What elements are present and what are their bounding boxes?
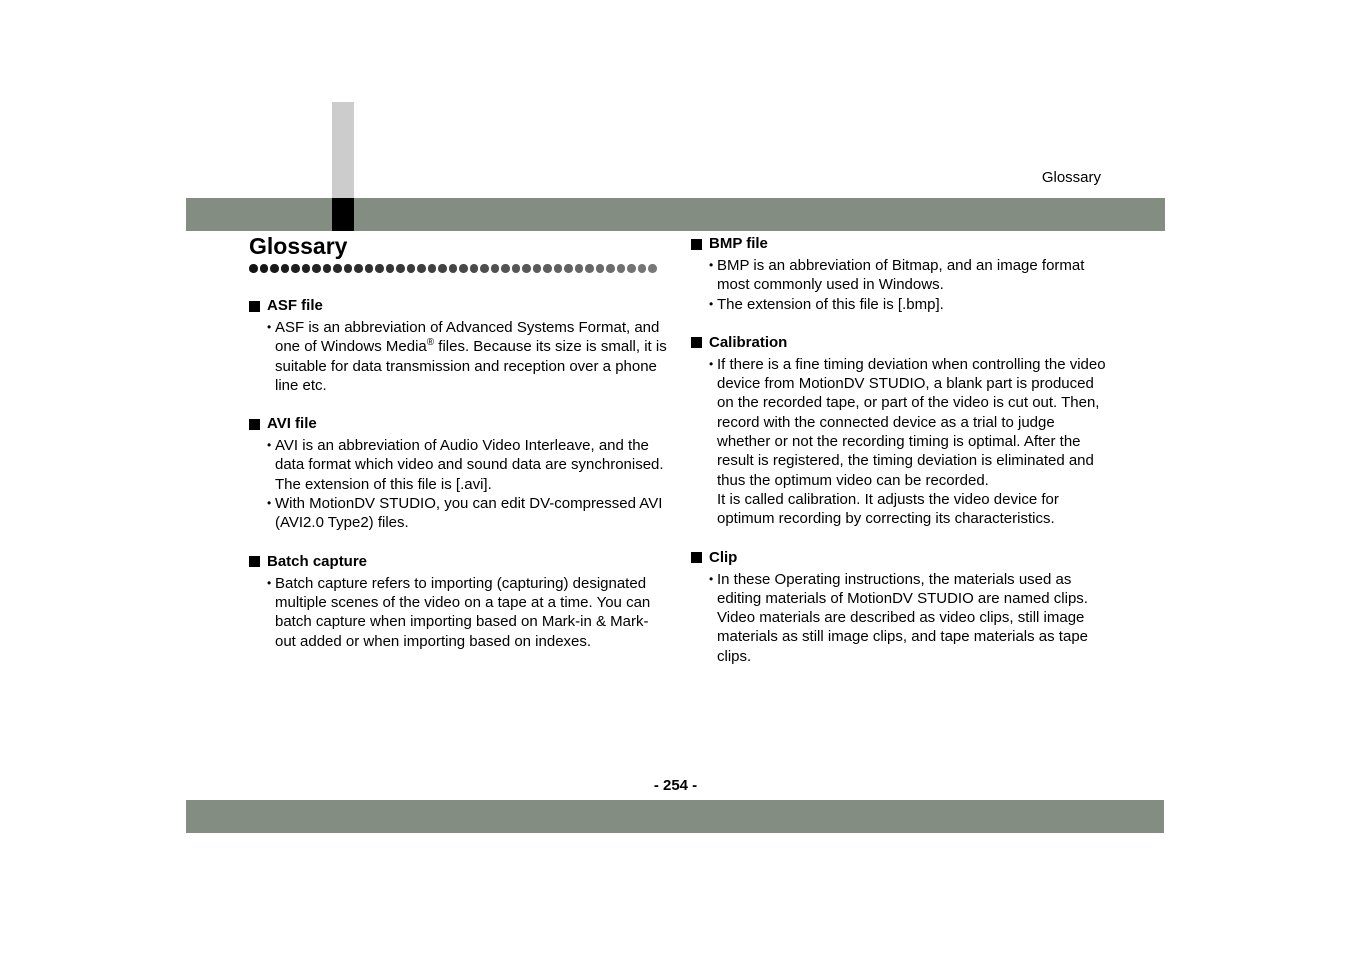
entry-bullet-list [709, 355, 1111, 529]
square-bullet-icon [249, 301, 260, 312]
dot-icon [386, 264, 395, 273]
bullet-text: Batch capture refers to importing (capturing) designated multiple scenes of the video on a tape at a time. You can batch capture when importing based on Mark-in & Mark-out added or when importing based on indexes. [275, 574, 651, 650]
dot-icon [270, 264, 279, 273]
square-bullet-icon [691, 239, 702, 250]
entry-heading [691, 548, 1111, 568]
dot-icon [438, 264, 447, 273]
dot-icon [417, 264, 426, 273]
bullet-text: If there is a fine timing deviation when controlling the video device from MotionDV STUDIO, a blank part is produced on the recorded tape, or part of the video is cut out. Then, record with the connected device as a trial to judge whether or not the recording timing is optimal. After the result is registered, the timing deviation is eliminated and thus the optimum video can be recorded. [717, 355, 1106, 489]
header-tab-marker [332, 102, 354, 198]
entry-bullet [267, 574, 669, 651]
dot-icon [333, 264, 342, 273]
bullet-text: With MotionDV STUDIO, you can edit DV-compressed AVI (AVI2.0 Type2) files. [275, 495, 663, 532]
entry-heading [691, 234, 1111, 254]
glossary-entry [691, 234, 1111, 314]
title-dot-rule [249, 264, 669, 274]
entry-heading-text: Calibration [709, 333, 788, 351]
header-section-label: Glossary [1041, 169, 1101, 186]
dot-icon [396, 264, 405, 273]
bullet-continuation: It is called calibration. It adjusts the video device for optimum recording by correcting its characteristics. [717, 490, 1059, 528]
dot-icon [638, 264, 647, 273]
dot-icon [522, 264, 531, 273]
dot-icon [575, 264, 584, 273]
glossary-entry [691, 548, 1111, 666]
square-bullet-icon [249, 556, 260, 567]
entry-heading-text: Batch capture [267, 552, 368, 570]
header-tab-marker-dark [332, 198, 354, 231]
glossary-entry [249, 414, 669, 532]
dot-icon [533, 264, 542, 273]
dot-icon [291, 264, 300, 273]
entry-bullet-list [709, 256, 1111, 314]
entry-bullet-list [267, 574, 669, 651]
right-column [691, 234, 1111, 685]
dot-icon [627, 264, 636, 273]
entry-heading [249, 414, 669, 434]
entry-bullet [267, 494, 669, 533]
dot-icon [260, 264, 269, 273]
dot-icon [407, 264, 416, 273]
registered-mark: ® [426, 337, 435, 349]
square-bullet-icon [691, 337, 702, 348]
entry-bullet [709, 355, 1111, 529]
dot-icon [375, 264, 384, 273]
entry-heading-text: BMP file [709, 235, 768, 252]
entry-heading [249, 296, 669, 316]
bullet-text: ASF is an abbreviation of Advanced Systems Format, and one of Windows Media [275, 319, 660, 356]
entry-heading-text: ASF file [267, 297, 323, 314]
dot-icon [449, 264, 458, 273]
entry-bullet-list [267, 318, 669, 395]
square-bullet-icon [691, 552, 702, 563]
dot-icon [491, 264, 500, 273]
bullet-text: AVI is an abbreviation of Audio Video Interleave, and the data format which video and sound data are synchronised. The extension of this file is [.avi]. [275, 437, 664, 493]
dot-icon [648, 264, 657, 273]
dot-icon [596, 264, 605, 273]
dot-icon [606, 264, 615, 273]
entry-bullet [267, 436, 669, 494]
dot-icon [501, 264, 510, 273]
dot-icon [564, 264, 573, 273]
dot-icon [249, 264, 258, 273]
entry-bullet [267, 318, 669, 395]
entry-bullet [709, 295, 1111, 314]
bullet-text: files. Because its size is small, it is suitable for data transmission and reception over a phone line etc. [275, 338, 667, 394]
page-number: - 254 - [653, 777, 698, 794]
square-bullet-icon [249, 419, 260, 430]
dot-icon [470, 264, 479, 273]
dot-icon [365, 264, 374, 273]
dot-icon [617, 264, 626, 273]
dot-icon [543, 264, 552, 273]
glossary-entry [691, 333, 1111, 529]
dot-icon [344, 264, 353, 273]
dot-icon [323, 264, 332, 273]
dot-icon [480, 264, 489, 273]
entry-heading [691, 333, 1111, 353]
entry-bullet-list [267, 436, 669, 532]
dot-icon [281, 264, 290, 273]
dot-icon [302, 264, 311, 273]
entry-bullet [709, 570, 1111, 666]
dot-icon [354, 264, 363, 273]
dot-icon [512, 264, 521, 273]
entry-heading-text: Clip [709, 548, 738, 566]
page-title: Glossary [249, 233, 348, 259]
entry-bullet [709, 256, 1111, 295]
glossary-entry [249, 296, 669, 395]
footer-band [186, 800, 1164, 833]
dot-icon [428, 264, 437, 273]
dot-icon [459, 264, 468, 273]
dot-icon [312, 264, 321, 273]
glossary-entry [249, 552, 669, 651]
bullet-text: BMP is an abbreviation of Bitmap, and an image format most commonly used in Windows. [717, 257, 1085, 294]
bullet-text: The extension of this file is [.bmp]. [717, 295, 944, 313]
entry-heading-text: AVI file [267, 415, 317, 433]
entry-heading [249, 552, 669, 572]
bullet-text: In these Operating instructions, the materials used as editing materials of MotionDV STUDIO are named clips. Video materials are described as video clips, still image materials as still image clips, and tape materials as tape clips. [717, 570, 1089, 665]
dot-icon [585, 264, 594, 273]
entry-bullet-list [709, 570, 1111, 666]
left-column [249, 232, 669, 670]
dot-icon [554, 264, 563, 273]
